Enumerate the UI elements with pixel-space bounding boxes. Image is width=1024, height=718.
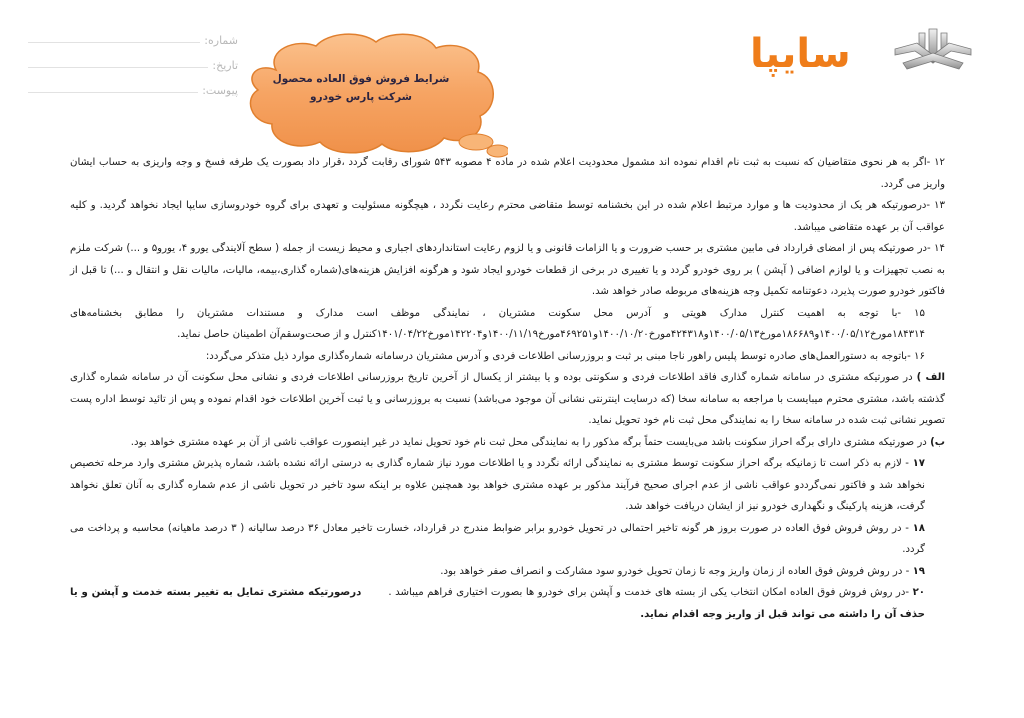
- meta-date-row: [28, 47, 238, 72]
- clause-number: ۱۴: [934, 243, 945, 254]
- clause-number: ۱۵: [914, 307, 925, 319]
- sub-clause-label: ب): [930, 436, 945, 448]
- clause-18: [70, 518, 945, 561]
- meta-number-line: [28, 41, 200, 43]
- clause-text: - در روش فروش فوق العاده در صورت بروز هر گونه تاخیر احتمالی در تحویل خودرو برابر ضوابط مندرج در قرارداد، خسارت تاخیر معادل ۳۶ درصد سالیانه ( ۳ درصد ماهیانه) محاسبه و پرداخت می گردد.: [70, 522, 925, 555]
- meta-date-label: تاریخ:: [212, 59, 238, 72]
- clause-text: -اگر به هر نحوی متقاضیان که نسبت به ثبت نام اقدام نموده اند مشمول محدودیت اعلام شده در ماده ۴ مصوبه ۵۴۳ شورای رقابت گردد ،قرار داد بصورت یک طرفه فسخ و وجه واریزی به حساب ایشان واریز می گردد.: [70, 157, 945, 190]
- clause-number: ۱۲: [934, 157, 946, 168]
- clause-bold-note: درصورتیکه مشتری تمایل به تغییر بسته خدمت و آپشن و یا حذف آن را داشته می تواند قبل از واریز وجه اقدام نماید.: [70, 587, 925, 620]
- document-body: [70, 152, 945, 625]
- letter-meta-fields: [28, 22, 238, 97]
- clause-text: - لازم به ذکر است تا زمانیکه برگه احراز سکونت توسط مشتری به نمایندگی ارائه نگردد و یا اطلاعات مورد نیاز شماره گذاری به درستی ارائه نشده باشد، شماره پذیرش مشتری وارد مرحله تخصیص نخواهد شد و فاکتور نمی‌گرددو عواقب ناشی از عدم اجرای صحیح فرآیند مذکور بر عهده مشتری خواهد بود همچنین علاوه بر اینکه سود تاخیر در تحویل ناشی از عدم شماره گذاری به آنان تعلق نخواهد گرفت، هزینه پارکینگ و نگهداری خودرو نیز از ایشان دریافت خواهد شد.: [70, 458, 925, 512]
- clause-16-a: [70, 367, 945, 432]
- meta-attachment-row: [28, 72, 238, 97]
- logo-wordmark: سایپا: [750, 31, 851, 77]
- clause-20: [70, 582, 945, 625]
- meta-attachment-line: [28, 91, 198, 93]
- clause-number: ۱۶: [914, 350, 925, 362]
- clause-19: [70, 561, 945, 583]
- saipa-emblem-icon: [893, 25, 973, 75]
- clause-number: ۱۳: [934, 200, 945, 211]
- title-line-1: شرایط فروش فوق العاده محصول: [272, 73, 450, 85]
- title-cloud: [236, 30, 508, 158]
- clause-text: -باتوجه به دستورالعمل‌های صادره توسط پلیس راهور ناجا مبنی بر ثبت و بروزرسانی اطلاعات فردی و آدرس مشتریان درسامانه شماره‌گذاری موارد ذیل متذکر می‌گردد:: [205, 350, 911, 362]
- clause-number: ۱۷: [912, 458, 925, 469]
- meta-date-line: [28, 66, 208, 68]
- clause-13: [70, 195, 945, 238]
- title-line-2: شرکت پارس خودرو: [310, 91, 412, 103]
- clause-text: - در روش فروش فوق العاده از زمان واریز وجه تا زمان تحویل خودرو سود مشارکت و انصراف صفر خواهد بود.: [440, 565, 910, 577]
- clause-number: ۲۰: [912, 587, 925, 598]
- clause-16-b: [70, 432, 945, 454]
- clause-text: -با توجه به اهمیت کنترل مدارک هویتی و آدرس محل سکونت مشتریان ، نمایندگی موظف است مدارک و مستندات مشتریان را مطابق بخشنامه‌های ۱۸۴۳۱۴مورخ۱۴۰۰/۰۵/۱۲و۱۸۶۶۸۹مورخ۱۴۰۰/۰۵/۱۳و۴۲۴۳۱۸مورخ۱۴۰۰/۱۰/۲۰و۴۶۹۲۵۱مورخ۱۴۰۰/۱۱/۱۹و۱۴۲۲۰۴مورخ۱۴۰۱/۰۴/۲۲کنترل و از صحت‌وسقم‌آن اطمینان حاصل نماید.: [70, 307, 925, 340]
- clause-number: ۱۹: [912, 565, 925, 577]
- clause-text: -در صورتیکه پس از امضای قرارداد فی مابین مشتری بر حسب ضرورت و یا الزامات قانونی و یا لزوم رعایت استانداردهای اجباری و محیط زیست از جمله ( سطح آلایندگی یورو ۴، یورو۵ و ...) شرکت ملزم به نصب تجهیزات و یا لوازم اضافی ( آپشن ) بر روی خودرو گردد و یا تغییری در برخی از قطعات خودرو ایجاد شود و هرگونه افزایش هزینه‌های(شماره گذاری،بیمه، مالیات، مالیات نقل و انتقال و ...) تا قبل از فاکتور خودرو صورت پذیرد، دعوتنامه تکمیل وجه هزینه‌های مربوطه صادر خواهد شد.: [70, 243, 945, 297]
- clause-15: [70, 303, 945, 346]
- clause-number: ۱۸: [912, 522, 926, 534]
- meta-attachment-label: پیوست:: [202, 84, 238, 97]
- saipa-logo: [750, 25, 1000, 85]
- sub-clause-text: در صورتیکه مشتری در سامانه شماره گذاری فاقد اطلاعات فردی و سکونتی بوده و یا بیشتر از یکسال از آخرین تاریخ بروزرسانی اطلاعات فردی و نشانی محل سکونت آن در سامانه شماره گذاری گذشته باشد، مشتری محترم میبایست با مراجعه به سامانه سخا (که درسایت اینترنتی نشانی آن موجود می‌باشد) نسبت به بروزرسانی و یا ثبت آخرین اطلاعات خود اقدام نموده و پس از تائید توسط اداره پست تصویر نشانی ثبت شده در سامانه سخا را به نمایندگی محل ثبت نام خود تحویل نماید.: [70, 372, 945, 426]
- meta-number-row: [28, 22, 238, 47]
- clause-text: -درصورتیکه هر یک از محدودیت ها و موارد مرتبط اعلام شده در این بخشنامه توسط متقاضی محترم رعایت نگردد ، هیچگونه مسئولیت و تعهدی برای گروه خودروسازی سایپا ایجاد نخواهد گردید. و کلیه عواقب آن بر عهده متقاضی میباشد.: [70, 200, 945, 233]
- sub-clause-label: الف ): [916, 372, 945, 383]
- meta-number-label: شماره:: [204, 34, 238, 47]
- clause-16: [70, 346, 945, 368]
- sub-clause-text: در صورتیکه مشتری دارای برگه احراز سکونت باشد می‌بایست حتماً برگه مذکور را به نمایندگی محل ثبت نام خود تحویل نماید در غیر اینصورت عواقب ناشی از آن بر عهده مشتری خواهد بود.: [130, 436, 927, 448]
- clause-12: [70, 152, 945, 195]
- clause-text: -در روش فروش فوق العاده امکان انتخاب یکی از بسته های خدمت و آپشن برای خودرو ها بصورت اختیاری فراهم میباشد .: [388, 587, 910, 598]
- clause-17: [70, 453, 945, 518]
- clause-14: [70, 238, 945, 303]
- document-title: [266, 70, 456, 106]
